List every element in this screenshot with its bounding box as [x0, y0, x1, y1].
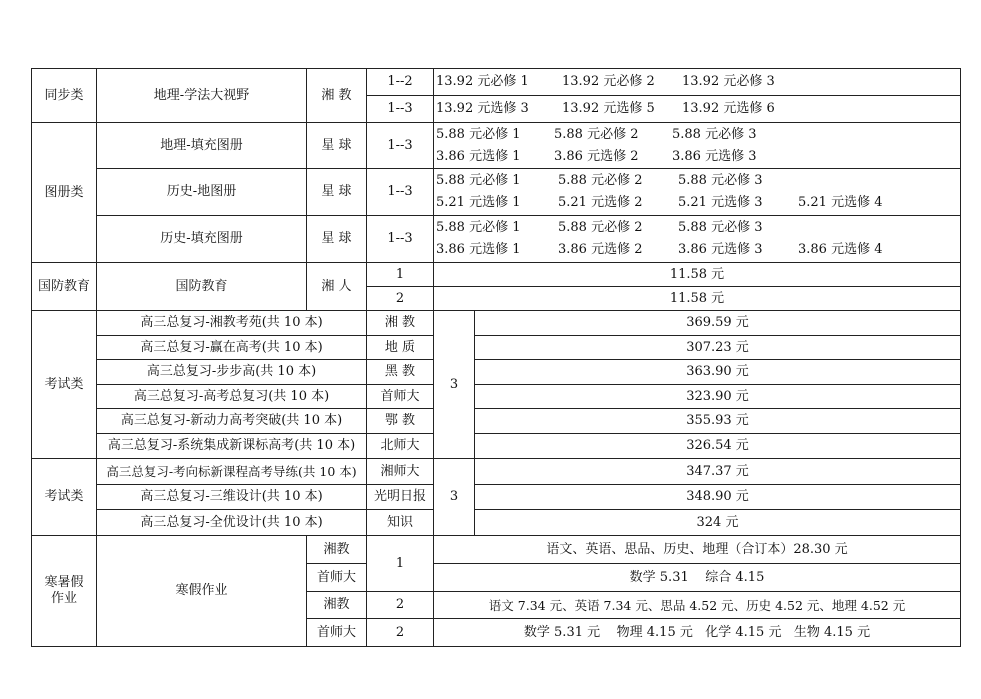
- section-holiday: [32, 536, 96, 646]
- section-atlas: 图册类: [44, 184, 84, 200]
- exam-book-title: 高三总复习-赢在高考(共 10 本): [140, 339, 323, 355]
- exam-price: 363.90 元: [686, 364, 749, 380]
- book-title: 历史-地图册: [166, 184, 237, 200]
- grade: 1--3: [387, 231, 413, 247]
- holiday-price: 语文 7.34 元、英语 7.34 元、思品 4.52 元、历史 4.52 元、地理 4.52 元: [488, 597, 906, 613]
- holiday-publisher: 湘教: [323, 541, 350, 557]
- exam-publisher: 鄂 教: [384, 413, 416, 429]
- section-defense: 国防教育: [37, 278, 90, 294]
- holiday-price: 数学 5.31 综合 4.15: [629, 569, 765, 585]
- holiday-publisher: 首师大: [316, 624, 356, 640]
- price-line: 5.21 元选修 1 5.21 元选修 2 5.21 元选修 3 5.21 元选修 4: [436, 194, 883, 210]
- price-line: 5.88 元必修 1 5.88 元必修 2 5.88 元必修 3: [436, 219, 763, 235]
- exam-publisher: 首师大: [380, 388, 420, 404]
- exam-publisher: 知识: [386, 514, 413, 530]
- exam-grade: 3: [449, 376, 459, 392]
- exam-price: 323.90 元: [686, 388, 749, 404]
- section-holiday-line1: 寒暑假: [44, 575, 84, 591]
- holiday-publisher: 湘教: [323, 597, 350, 613]
- exam-book-title: 高三总复习-湘教考苑(共 10 本): [140, 315, 323, 331]
- grade: 1--3: [387, 101, 413, 117]
- rule: [960, 68, 961, 647]
- holiday-grade: 1: [395, 555, 405, 571]
- price-line: 3.86 元选修 1 3.86 元选修 2 3.86 元选修 3 3.86 元选修 4: [436, 241, 883, 257]
- grade: 1: [395, 266, 405, 282]
- book-title: 地理-填充图册: [160, 137, 243, 153]
- exam-publisher: 湘 教: [384, 315, 416, 331]
- section-exam-2: 考试类: [44, 489, 84, 505]
- exam-price: 348.90 元: [686, 489, 749, 505]
- exam-price: 355.93 元: [686, 413, 749, 429]
- holiday-publisher: 首师大: [316, 569, 356, 585]
- exam-grade: 3: [449, 489, 459, 505]
- exam-price: 307.23 元: [686, 339, 749, 355]
- price: 11.58 元: [669, 266, 725, 282]
- price-line: 13.92 元选修 3 13.92 元选修 5 13.92 元选修 6: [436, 101, 775, 117]
- exam-book-title: 高三总复习-全优设计(共 10 本): [140, 514, 323, 530]
- exam-publisher: 北师大: [380, 438, 420, 454]
- section-sync: 同步类: [44, 87, 84, 103]
- exam-publisher: 地 质: [384, 339, 416, 355]
- holiday-grade: 2: [395, 624, 405, 640]
- price-line: 3.86 元选修 1 3.86 元选修 2 3.86 元选修 3: [436, 148, 757, 164]
- holiday-price: 数学 5.31 元 物理 4.15 元 化学 4.15 元 生物 4.15 元: [523, 624, 871, 640]
- holiday-price: 语文、英语、思品、历史、地理（合订本）28.30 元: [546, 541, 848, 557]
- publisher: 星 球: [321, 231, 352, 247]
- exam-book-title: 高三总复习-高考总复习(共 10 本): [133, 388, 330, 404]
- price-line: 13.92 元必修 1 13.92 元必修 2 13.92 元必修 3: [436, 74, 775, 90]
- book-title: 国防教育: [175, 278, 228, 294]
- holiday-grade: 2: [395, 597, 405, 613]
- grade: 1--3: [387, 137, 413, 153]
- rule: [31, 646, 961, 647]
- book-title: 历史-填充图册: [160, 231, 243, 247]
- exam-price: 369.59 元: [686, 315, 749, 331]
- publisher: 湘 人: [321, 278, 352, 294]
- exam-book-title: 高三总复习-三维设计(共 10 本): [140, 489, 323, 505]
- book-title: 地理-学法大视野: [153, 87, 250, 103]
- price: 11.58 元: [669, 290, 725, 306]
- price-line: 5.88 元必修 1 5.88 元必修 2 5.88 元必修 3: [436, 172, 763, 188]
- exam-publisher: 湘师大: [380, 463, 420, 479]
- exam-price: 324 元: [696, 514, 739, 530]
- exam-publisher: 光明日报: [373, 489, 426, 505]
- exam-book-title: 高三总复习-步步高(共 10 本): [146, 364, 317, 380]
- section-holiday-line2: 作业: [50, 591, 77, 606]
- grade: 1--2: [387, 74, 413, 90]
- section-exam-1: 考试类: [44, 376, 84, 392]
- exam-price: 326.54 元: [686, 438, 749, 454]
- publisher: 星 球: [321, 184, 352, 200]
- exam-book-title: 高三总复习-新动力高考突破(共 10 本): [120, 413, 343, 429]
- exam-price: 347.37 元: [686, 463, 749, 479]
- grade: 1--3: [387, 184, 413, 200]
- price-line: 5.88 元必修 1 5.88 元必修 2 5.88 元必修 3: [436, 126, 757, 142]
- grade: 2: [395, 290, 405, 306]
- exam-publisher: 黑 教: [384, 364, 416, 380]
- exam-book-title: 高三总复习-考向标新课程高考导练(共 10 本): [106, 464, 357, 479]
- exam-book-title: 高三总复习-系统集成新课标高考(共 10 本): [107, 438, 356, 454]
- publisher: 湘 教: [321, 87, 352, 103]
- publisher: 星 球: [321, 137, 352, 153]
- holiday-book-title: 寒假作业: [175, 583, 228, 599]
